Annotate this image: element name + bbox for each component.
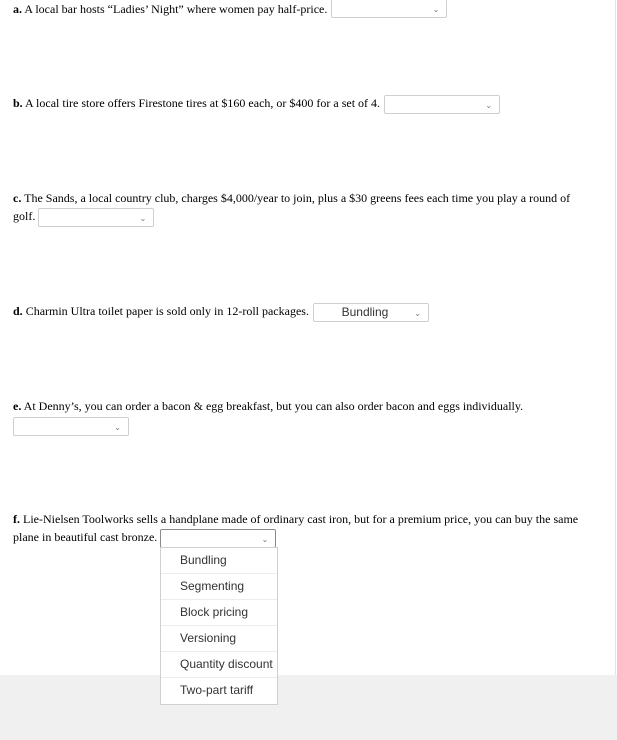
- dropdown-option-two-part-tariff[interactable]: Two-part tariff: [180, 683, 254, 697]
- question-c: [13, 189, 593, 227]
- question-e: [13, 397, 593, 436]
- question-label: d.: [13, 304, 23, 318]
- dropdown-menu: [160, 547, 278, 705]
- dropdown-option-bundling[interactable]: Bundling: [161, 548, 277, 574]
- question-label: c.: [13, 191, 22, 205]
- question-d: [13, 302, 593, 322]
- chevron-down-icon: ⌄: [114, 423, 121, 432]
- chevron-down-icon: ⌄: [414, 308, 421, 318]
- dropdown-option-versioning[interactable]: Versioning: [161, 626, 277, 652]
- answer-select-e[interactable]: [13, 417, 129, 436]
- question-text: Charmin Ultra toilet paper is sold only in 12-roll packages.: [25, 304, 309, 318]
- dropdown-option-quantity-discount[interactable]: Quantity discount: [161, 652, 277, 678]
- question-text: Lie-Nielsen Toolworks sells a handplane made of ordinary cast iron, but for a premium price, you can buy the same plane in beautiful cast bronze.: [13, 512, 579, 544]
- answer-select-b[interactable]: [384, 95, 500, 114]
- answer-select-d[interactable]: Bundling ⌄: [313, 303, 429, 322]
- footer-area: [0, 675, 617, 740]
- chevron-down-icon: ⌄: [432, 4, 440, 14]
- question-f: [13, 510, 593, 548]
- question-label: e.: [13, 399, 22, 413]
- answer-select-f[interactable]: [160, 529, 276, 548]
- answer-select-a[interactable]: [331, 0, 447, 18]
- question-label: a.: [13, 2, 22, 16]
- dropdown-option-block-pricing[interactable]: Block pricing: [161, 600, 277, 626]
- question-label: f.: [13, 512, 20, 526]
- question-text: A local bar hosts “Ladies’ Night” where women pay half-price.: [24, 2, 328, 16]
- question-text: A local tire store offers Firestone tires at $160 each, or $400 for a set of 4.: [25, 96, 381, 110]
- chevron-down-icon: ⌄: [261, 534, 269, 544]
- chevron-down-icon: ⌄: [139, 213, 147, 223]
- question-text: The Sands, a local country club, charges $4,000/year to join, plus a $30 greens fees each time you play a round of golf.: [13, 191, 571, 223]
- chevron-down-icon: ⌄: [485, 100, 493, 110]
- answer-select-c[interactable]: [38, 208, 154, 227]
- question-b: [13, 94, 593, 114]
- question-a: [13, 0, 593, 20]
- question-label: b.: [13, 96, 23, 110]
- question-text: At Denny’s, you can order a bacon & egg breakfast, but you can also order bacon and eggs individually.: [23, 399, 524, 413]
- dropdown-option-segmenting[interactable]: Segmenting: [161, 574, 277, 600]
